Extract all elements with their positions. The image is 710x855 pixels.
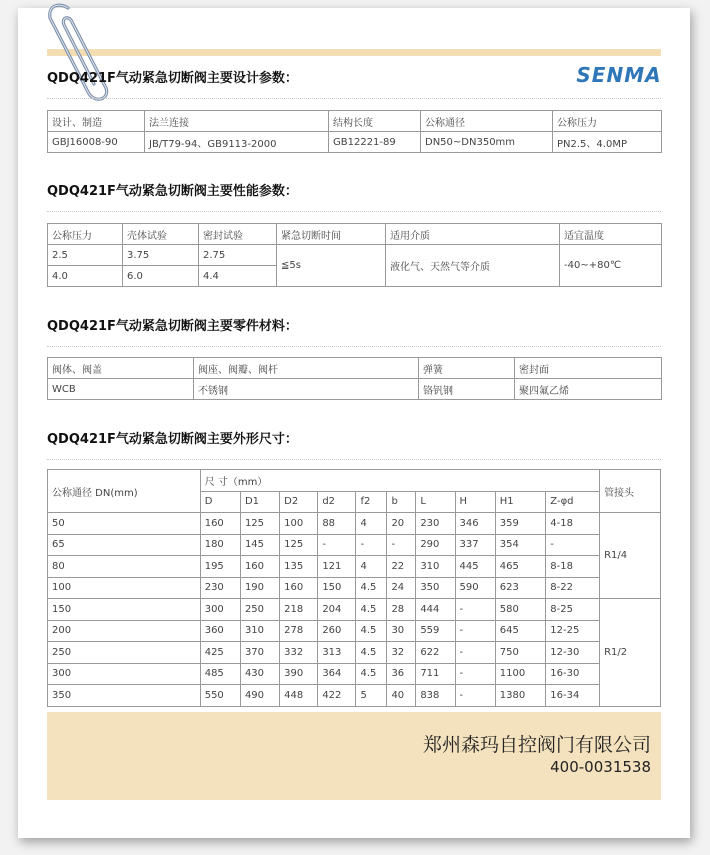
cell: 230 (416, 513, 455, 535)
top-accent-band (47, 49, 661, 56)
cell: 300 (200, 599, 240, 621)
cell: 设计、制造 (48, 111, 145, 132)
cell: 16-30 (546, 663, 600, 685)
cell: - (455, 663, 495, 685)
cell: 125 (280, 534, 318, 556)
cell: 4 (356, 556, 387, 578)
cell: 160 (200, 513, 240, 535)
cell: 4-18 (546, 513, 600, 535)
footer-banner (47, 712, 661, 800)
dotted-divider (47, 459, 661, 460)
table-row (48, 534, 661, 556)
cell: DN50~DN350mm (421, 132, 553, 153)
cell-medium: 液化气、天然气等介质 (386, 245, 560, 287)
column-header: D2 (280, 491, 318, 513)
cell: 4.5 (356, 620, 387, 642)
column-header: b (387, 491, 416, 513)
cell: 230 (200, 577, 240, 599)
cell: 80 (48, 556, 201, 578)
cell: - (387, 534, 416, 556)
section-title-performance: QDQ421F气动紧急切断阀主要性能参数： (47, 184, 298, 199)
cell: - (455, 685, 495, 707)
column-header: D1 (240, 491, 279, 513)
cell: 8-25 (546, 599, 600, 621)
cell: 125 (240, 513, 279, 535)
column-header: L (416, 491, 455, 513)
cell: 8-22 (546, 577, 600, 599)
cell: 4.0 (48, 266, 123, 287)
cell: 22 (387, 556, 416, 578)
cell: 紧急切断时间 (277, 224, 386, 245)
cell-pipe-header: 管接头 (600, 470, 661, 513)
cell: 150 (48, 599, 201, 621)
cell: 4 (356, 513, 387, 535)
cell: 711 (416, 663, 455, 685)
column-header: Z-φd (546, 491, 600, 513)
cell: 密封试验 (199, 224, 277, 245)
cell: 24 (387, 577, 416, 599)
cell: 2.5 (48, 245, 123, 266)
cell: GBJ16008-90 (48, 132, 145, 153)
cell: 332 (280, 642, 318, 664)
cell: 公称压力 (48, 224, 123, 245)
column-header: D (200, 491, 240, 513)
logo-text: SENMA (576, 63, 662, 87)
cell: 40 (387, 685, 416, 707)
cell: 180 (200, 534, 240, 556)
cell: 550 (200, 685, 240, 707)
cell: 448 (280, 685, 318, 707)
cell: 300 (48, 663, 201, 685)
cell: 145 (240, 534, 279, 556)
design-table (47, 110, 662, 153)
cell: 750 (495, 642, 546, 664)
table-row (48, 470, 661, 492)
cell: 135 (280, 556, 318, 578)
column-header: d2 (318, 491, 356, 513)
dotted-divider (47, 211, 661, 212)
cell: 密封面 (515, 358, 662, 379)
cell: 645 (495, 620, 546, 642)
cell: 250 (48, 642, 201, 664)
cell: 30 (387, 620, 416, 642)
cell: 50 (48, 513, 201, 535)
performance-table (47, 223, 662, 287)
cell: 4.5 (356, 642, 387, 664)
cell: 195 (200, 556, 240, 578)
cell: 12-25 (546, 620, 600, 642)
cell-temperature: -40~+80℃ (560, 245, 662, 287)
cell: 485 (200, 663, 240, 685)
cell: 160 (240, 556, 279, 578)
cell: 4.5 (356, 663, 387, 685)
table-row (48, 513, 661, 535)
cell: 32 (387, 642, 416, 664)
cell: 8-18 (546, 556, 600, 578)
cell: 425 (200, 642, 240, 664)
cell: 12-30 (546, 642, 600, 664)
table-row (48, 358, 662, 379)
cell: 壳体试验 (123, 224, 199, 245)
cell: 260 (318, 620, 356, 642)
cell: 36 (387, 663, 416, 685)
cell: 390 (280, 663, 318, 685)
cell: 422 (318, 685, 356, 707)
cell: 278 (280, 620, 318, 642)
cell: - (318, 534, 356, 556)
dotted-divider (47, 346, 661, 347)
table-row (48, 599, 661, 621)
table-row (48, 642, 661, 664)
table-row (48, 111, 662, 132)
cell: 88 (318, 513, 356, 535)
cell: - (455, 642, 495, 664)
cell-cut-time: ≦5s (277, 245, 386, 287)
cell: 适用介质 (386, 224, 560, 245)
cell: 465 (495, 556, 546, 578)
cell: 430 (240, 663, 279, 685)
cell-pipe-size: R1/2 (600, 599, 661, 707)
cell: - (546, 534, 600, 556)
cell: 160 (280, 577, 318, 599)
cell: GB12221-89 (329, 132, 421, 153)
table-row (48, 663, 661, 685)
cell: 580 (495, 599, 546, 621)
cell: 5 (356, 685, 387, 707)
cell: 6.0 (123, 266, 199, 287)
cell: 100 (280, 513, 318, 535)
dotted-divider (47, 98, 661, 99)
cell: 阀体、阀盖 (48, 358, 194, 379)
cell: 弹簧 (419, 358, 515, 379)
table-row (48, 245, 662, 266)
cell: - (356, 534, 387, 556)
cell: PN2.5、4.0MP (553, 132, 662, 153)
cell: 法兰连接 (145, 111, 329, 132)
cell: 346 (455, 513, 495, 535)
cell: 150 (318, 577, 356, 599)
cell: 聚四氟乙烯 (515, 379, 662, 400)
cell: 370 (240, 642, 279, 664)
cell: 阀座、阀瓣、阀杆 (194, 358, 419, 379)
table-row (48, 577, 661, 599)
cell: 364 (318, 663, 356, 685)
cell: 4.5 (356, 577, 387, 599)
cell: 20 (387, 513, 416, 535)
cell-size-header: 尺 寸（mm） (200, 470, 599, 492)
phone-number: 400-0031538 (550, 758, 651, 776)
cell: 350 (416, 577, 455, 599)
cell: 16-34 (546, 685, 600, 707)
cell: 100 (48, 577, 201, 599)
cell: 360 (200, 620, 240, 642)
cell: 121 (318, 556, 356, 578)
cell: 铬钒钢 (419, 379, 515, 400)
cell: 公称通径 (421, 111, 553, 132)
cell: 313 (318, 642, 356, 664)
company-name: 郑州森玛自控阀门有限公司 (422, 734, 651, 756)
cell: 28 (387, 599, 416, 621)
senma-logo (576, 62, 662, 88)
table-row (48, 379, 662, 400)
section-title-dimensions: QDQ421F气动紧急切断阀主要外形尺寸： (47, 432, 298, 447)
table-row (48, 620, 661, 642)
section-title-design: QDQ421F气动紧急切断阀主要设计参数： (47, 71, 298, 86)
cell: 310 (416, 556, 455, 578)
cell: 290 (416, 534, 455, 556)
cell: 354 (495, 534, 546, 556)
column-header: H1 (495, 491, 546, 513)
cell: 350 (48, 685, 201, 707)
cell-dn-header: 公称通径 DN(mm) (48, 470, 201, 513)
materials-table (47, 357, 662, 400)
cell: 4.5 (356, 599, 387, 621)
cell: 218 (280, 599, 318, 621)
cell: - (455, 599, 495, 621)
cell: 65 (48, 534, 201, 556)
table-row (48, 132, 662, 153)
table-row (48, 685, 661, 707)
cell: 1100 (495, 663, 546, 685)
table-row (48, 556, 661, 578)
cell: 838 (416, 685, 455, 707)
cell: 623 (495, 577, 546, 599)
cell: 4.4 (199, 266, 277, 287)
cell: 3.75 (123, 245, 199, 266)
cell: 适宜温度 (560, 224, 662, 245)
cell: 2.75 (199, 245, 277, 266)
cell: 559 (416, 620, 455, 642)
cell: WCB (48, 379, 194, 400)
cell: 200 (48, 620, 201, 642)
cell-pipe-size: R1/4 (600, 513, 661, 599)
table-row (48, 224, 662, 245)
cell: 590 (455, 577, 495, 599)
cell: 359 (495, 513, 546, 535)
cell: 公称压力 (553, 111, 662, 132)
cell: 不锈钢 (194, 379, 419, 400)
cell: 1380 (495, 685, 546, 707)
section-title-materials: QDQ421F气动紧急切断阀主要零件材料： (47, 319, 298, 334)
paperclip-icon (28, 0, 123, 110)
dimensions-table (47, 469, 661, 707)
cell: 490 (240, 685, 279, 707)
cell: 310 (240, 620, 279, 642)
cell: 结构长度 (329, 111, 421, 132)
cell: - (455, 620, 495, 642)
cell: 622 (416, 642, 455, 664)
cell: 250 (240, 599, 279, 621)
cell: 337 (455, 534, 495, 556)
cell: 204 (318, 599, 356, 621)
cell: 444 (416, 599, 455, 621)
column-header: H (455, 491, 495, 513)
column-header: f2 (356, 491, 387, 513)
cell: 445 (455, 556, 495, 578)
cell: JB/T79-94、GB9113-2000 (145, 132, 329, 153)
cell: 190 (240, 577, 279, 599)
